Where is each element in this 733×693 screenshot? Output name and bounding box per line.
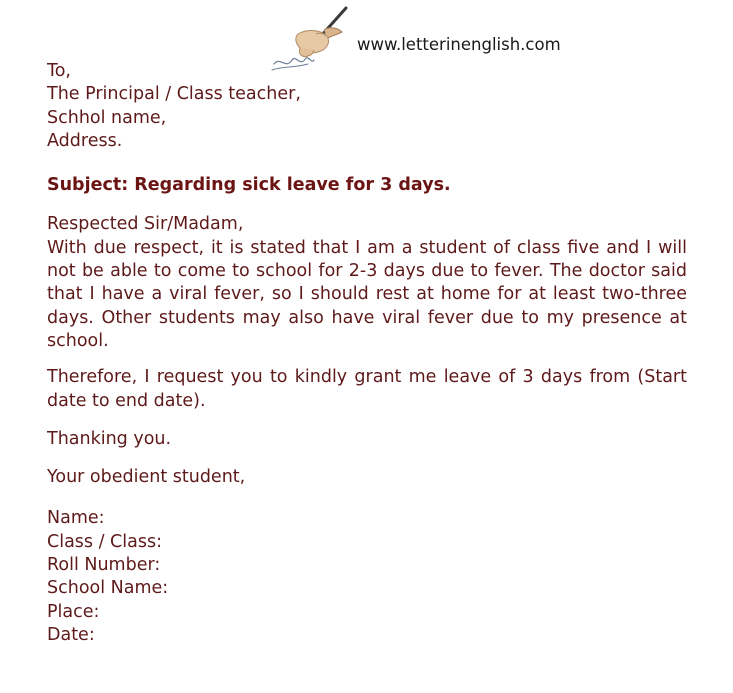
- closing-line: Your obedient student,: [47, 467, 246, 488]
- detail-date: Date:: [47, 624, 95, 645]
- body-paragraph-1: With due respect, it is stated that I am a student of class five and I will not be able to come to school for 2-3 days due to fever. The doctor said that I have a viral fever, so I should rest at home for at least two-three days. Other students may also have viral fever due to my presence at school.: [47, 237, 687, 351]
- recipient-address: [47, 60, 687, 153]
- letter-body: [47, 60, 687, 647]
- detail-place: Place:: [47, 601, 100, 622]
- subject-line: Subject: Regarding sick leave for 3 days.: [47, 175, 451, 196]
- address-line: To,: [47, 61, 71, 81]
- sender-details: [47, 507, 687, 647]
- detail-class: Class / Class:: [47, 531, 162, 552]
- address-line: The Principal / Class teacher,: [47, 84, 301, 105]
- thanks-line: Thanking you.: [47, 428, 172, 449]
- detail-school-name: School Name:: [47, 578, 169, 599]
- detail-name: Name:: [47, 508, 105, 529]
- address-line: Address.: [47, 130, 123, 151]
- detail-roll-number: Roll Number:: [47, 555, 161, 576]
- site-url: www.letterinenglish.com: [357, 35, 561, 54]
- address-line: Schhol name,: [47, 107, 167, 128]
- salutation: Respected Sir/Madam,: [47, 214, 244, 235]
- body-paragraph-2: Therefore, I request you to kindly grant me leave of 3 days from (Start date to end date).: [47, 367, 687, 411]
